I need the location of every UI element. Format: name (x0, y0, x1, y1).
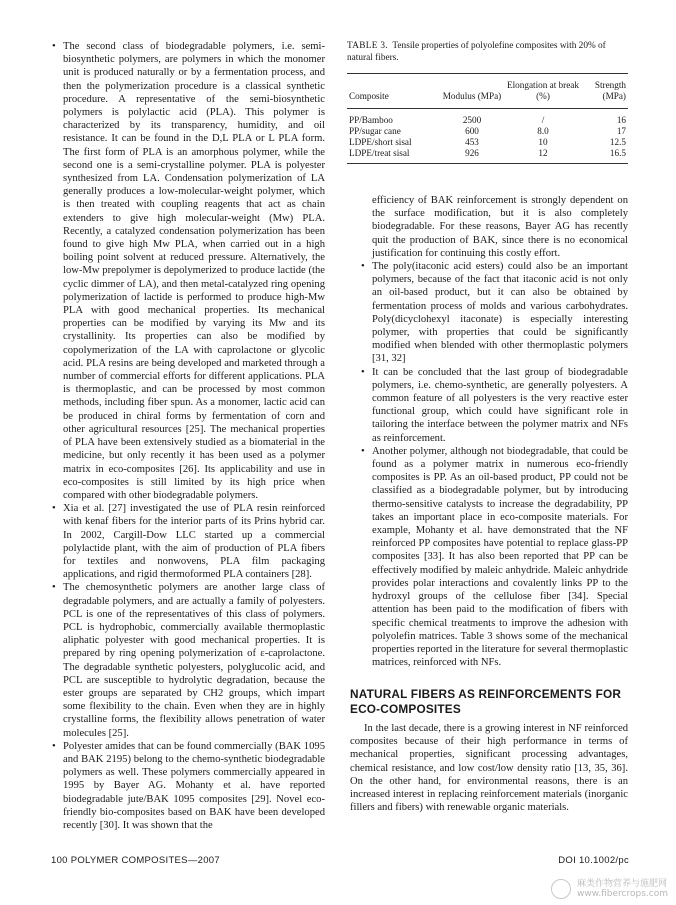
cell-modulus: 926 (465, 148, 479, 158)
footer-doi: DOI 10.1002/pc (558, 855, 629, 866)
header-strength: Strength (MPa) (594, 80, 626, 101)
cell-composite: LDPE/treat sisal (349, 148, 410, 158)
table-row (347, 148, 628, 164)
section-heading: NATURAL FIBERS AS REINFORCEMENTS FOR ECO-COMPOSITES (350, 687, 622, 716)
watermark-line-1: 麻类作物营养与施肥网 (577, 879, 668, 889)
header-composite: Composite (349, 91, 389, 101)
cell-composite: LDPE/short sisal (349, 137, 412, 147)
cell-strength: 12.5 (609, 137, 626, 147)
cell-modulus: 2500 (462, 115, 482, 125)
table-caption-label: TABLE 3. (347, 41, 388, 51)
table-row (347, 137, 628, 148)
cell-elongation: 10 (538, 137, 548, 147)
table-row (347, 126, 628, 137)
table-3 (347, 41, 628, 164)
list-item: • The chemosynthetic polymers are another large class of degradable polymers, and are actually a family of polyesters. PCL is one of the representatives of this class of polymers. PCL is hydrophobic, commercially available thermoplastic aliphatic polyester with good mechanical properties. It is prepared by ring opening polymerization of ε-caprolactone. The degradable synthetic polyesters, polyglucolic acid, and PCL are susceptible to hydrolytic degradation, because the ester groups are separated by CH2 groups, which impart some flexibility to the chain. Even when they are in highly crystalline forms, the flexibility allows penetration of water molecules [25]. (51, 581, 325, 739)
right-bullet-list (360, 260, 628, 669)
header-modulus: Modulus (MPa) (442, 91, 502, 101)
cell-elongation: / (541, 115, 545, 125)
watermark-logo-icon (551, 879, 571, 899)
cell-composite: PP/sugar cane (349, 126, 401, 136)
footer-page-journal: 100 POLYMER COMPOSITES—2007 (51, 855, 220, 866)
list-item: • Polyester amides that can be found commercially (BAK 1095 and BAK 2195) belong to the chemo-synthetic biodegradable polymers as well. These polymers commercially appeared in 1995 by Bayer AG. Mohanty et al. have reported biodegradable jute/BAK 1095 composites [29]. Novel eco-friendly bio-composites based on BAK have been developed recently [30]. It was shown that the (51, 740, 325, 832)
list-item: • The second class of biodegradable polymers, i.e. semi-biosynthetic polymers, are polymers in which the monomer unit is produced naturally or by a fermentation process, and then the polymerization procedure is a classical synthetic procedure. A representative of the semi-biosynthetic polymers is polylactic acid (PLA). This polymer is characterized by its transparency, humidity, and oil resistance. It can be found in the D,L PLA or L PLA form. The first form of PLA is an amorphous polymer, while the second one is a semi-crystalline polymer. PLA is polyester synthesized from LA. Condensation polymerization of LA generally produces a low-molecular-weight polymer, which is then treated with coupling reagents that act as chain extenders to give high molecular-weight (Mw) PLA. Recently, a catalyzed condensation polymerization has been found to give high Mw PLA, when carried out in a high boiling point solvent at reduced pressure. Alternatively, the low-Mw prepolymer is depolymerized to produce lactide (the cyclic dimmer of LA), and then metal-catalyzed ring opening polymerization of lactide is performed to produce high-Mw PLA with good mechanical properties. Its mechanical properties can be modified by varying its Mw and its crystallinity. Its properties can also be modified by copolymerization of the LA with caprolactone or glycolic acid. PLA resins are being developed and marketed through a number of commercial efforts for different applications. PLA is thermoplastic, and can be processed by most common methods, including fiber spun. As a monomer, lactic acid can be produced in chiral forms by fermentation of corn and other agricultural resources [25]. The mechanical properties of PLA have been extensively studied as a biomaterial in the medicine, but only recently it has been used as a polymer matrix in eco-composites [26]. Its applicability and use in eco-composites is still limited by its high price when compared with other biodegradable polymers. (51, 40, 325, 502)
left-bullet-list (51, 40, 325, 832)
cell-strength: 16.5 (609, 148, 626, 158)
watermark-line-2: www.fibercrops.com (577, 889, 668, 899)
list-item: • The poly(itaconic acid esters) could also be an important polymers, because of the fact that itaconic acid is not only an oil-based product, but it can also be obtained by fermentation process of molds and various carbohydrates. Poly(dicyclohexyl itaconate) is especially interesting polymer, with properties that could be significantly modified when blended with other thermoplastic polymers [31, 32] (360, 260, 628, 366)
cell-modulus: 453 (465, 137, 479, 147)
right-column (360, 194, 628, 669)
table-header-row (347, 74, 628, 109)
left-column (51, 40, 325, 832)
watermark (551, 879, 668, 899)
header-elongation: Elongation at break (%) (507, 80, 579, 101)
continuation-paragraph: efficiency of BAK reinforcement is strongly dependent on the surface modification, but it is also completely biodegradable. For these reasons, Bayer AG has recently quit the production of BAK, since there is no economical justification for continuing this costly effort. (372, 195, 628, 259)
cell-modulus: 600 (465, 126, 479, 136)
cell-composite: PP/Bamboo (349, 115, 393, 125)
list-item: • Xia et al. [27] investigated the use of PLA resin reinforced with kenaf fibers for the interior parts of its Prins hybrid car. In 2002, Cargill-Dow LLC started up a commercial polylactide plant, with the aim of production of PLA fibers for textiles and nonwovens, PLA film packaging applications, and rigid thermoformed PLA containers [28]. (51, 502, 325, 581)
cell-elongation: 8.0 (537, 126, 549, 136)
table-row (347, 109, 628, 127)
table-caption-text: Tensile properties of polyolefine composites with 20% of natural fibers. (347, 41, 606, 63)
table-caption (347, 41, 628, 64)
list-item: • It can be concluded that the last group of biodegradable polymers, i.e. chemo-synthetic, are generally polyesters. A common feature of all polyesters is the very reactive ester functional group, which could have significant role in tailoring the interface between the polymer matrix and NFs as reinforcement. (360, 366, 628, 445)
list-item: • Another polymer, although not biodegradable, that could be found as a polymer matrix in numerous eco-friendly composites is PP. As an oil-based product, PP could not be classified as a biodegradable polymer, but by introducing thermo-sensitive catalysts to increase the degradability, PP takes an important place in eco-composite materials. For example, Mohanty et al. have demonstrated that the NF reinforced PP composites have potential to replace glass-PP composites [33]. It has also been reported that PP can be effectively modified by maleic anhydride. Maleic anhydride provides polar interactions and covalently links PP to the hydroxyl groups of the cellulose fiber [34]. Special attention has been paid to the modification of fibers with specific chemical treatments to improve the adhesion with polyolefin matrices. Table 3 shows some of the mechanical properties reported in the literature for several thermoplastic matrices, reinforced with NFs. (360, 445, 628, 669)
section-paragraph: In the last decade, there is a growing interest in NF reinforced composites because of their high performance in terms of mechanical properties, significant processing advantages, chemical resistance, and low cost/low density ratio [13, 35, 36]. On the other hand, for environmental reasons, there is an increased interest in replacing reinforcement materials (inorganic fillers and fibers) with renewable organic materials. (350, 723, 628, 814)
cell-strength: 17 (616, 126, 626, 136)
tensile-properties-table (347, 73, 628, 164)
cell-elongation: 12 (538, 148, 548, 158)
cell-strength: 16 (616, 115, 626, 125)
